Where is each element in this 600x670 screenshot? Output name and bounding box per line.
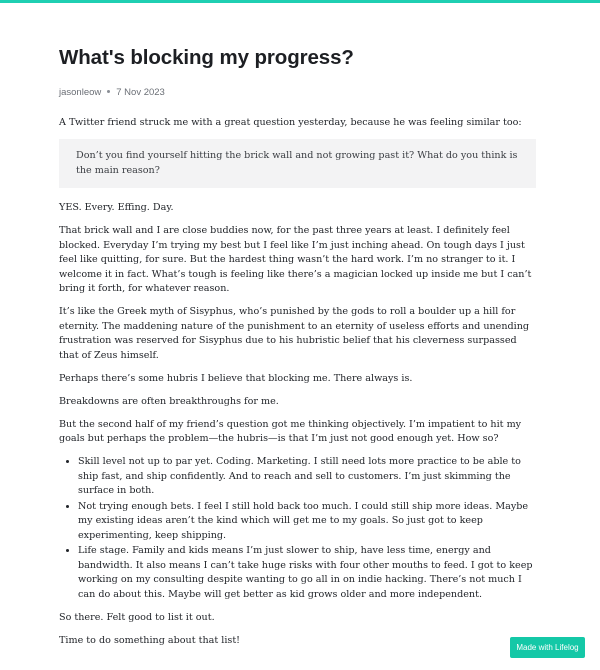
made-with-lifelog-button[interactable]: Made with Lifelog [510,637,585,658]
post-body [59,116,536,648]
intro-paragraph: A Twitter friend struck me with a great question yesterday, because he was feeling similar too: [59,117,522,128]
author-name[interactable]: jasonleow [59,87,102,98]
paragraph: YES. Every. Effing. Day. [59,202,174,213]
post-title: What's blocking my progress? [59,46,354,69]
paragraph: But the second half of my friend’s question got me thinking objectively. I’m impatient to hit my goals but perhaps the problem—the hubris—is that I’m just not good enough yet. How so? [59,418,522,444]
meta-separator-dot [107,90,110,93]
paragraph: So there. Felt good to list it out. [59,611,215,623]
top-accent-bar [0,0,600,3]
reasons-list [59,455,536,602]
list-item: • Not trying enough bets. I feel I still hold back too much. I could still ship more ideas. Maybe my existing ideas aren’t the kind which will get me to my goals. So just got to keep experimenting, keep shipping. [78,500,536,544]
post-meta [59,86,536,100]
paragraph: It’s like the Greek myth of Sisyphus, who’s punished by the gods to roll a boulder up a hill for eternity. The maddening nature of the punishment to an eternity of useless efforts and unending frustration was reserved for Sisyphus due to his hubristic belief that his cleverness surpassed that of Zeus himself. [59,306,530,361]
quote-text: Don’t you find yourself hitting the brick wall and not growing past it? What do you think is the main reason? [76,150,518,176]
list-item: • Skill level not up to par yet. Coding. Marketing. I still need lots more practice to be able to ship fast, and ship confidently. And to reach and sell to customers. I’m just skimming the surface in both. [78,455,536,499]
paragraph: That brick wall and I are close buddies now, for the past three years at least. I definitely feel blocked. Everyday I’m trying my best but I feel like I’m just inching ahead. On tough days I just feel like quitting, for sure. But the hardest thing wasn’t the hard work. I’m no stranger to it. I welcome it in fact. What’s tough is feeling like there’s a magician locked up inside me but I can’t bring it forth, for whatever reason. [59,225,532,294]
post-date: 7 Nov 2023 [116,87,165,98]
quote-block [59,139,536,188]
blog-post [59,44,536,657]
paragraph: Breakdowns are often breakthroughs for me. [59,395,279,407]
paragraph: Perhaps there’s some hubris I believe that blocking me. There always is. [59,372,413,384]
paragraph: Time to do something about that list! [59,634,241,646]
list-item: • Life stage. Family and kids means I’m just slower to ship, have less time, energy and bandwidth. It also means I can’t take huge risks with four other mouths to feed. I got to keep working on my consulting despite wanting to go all in on indie hacking. There’s not much I can do about this. Maybe will get better as kid grows older and more independent. [78,544,536,602]
